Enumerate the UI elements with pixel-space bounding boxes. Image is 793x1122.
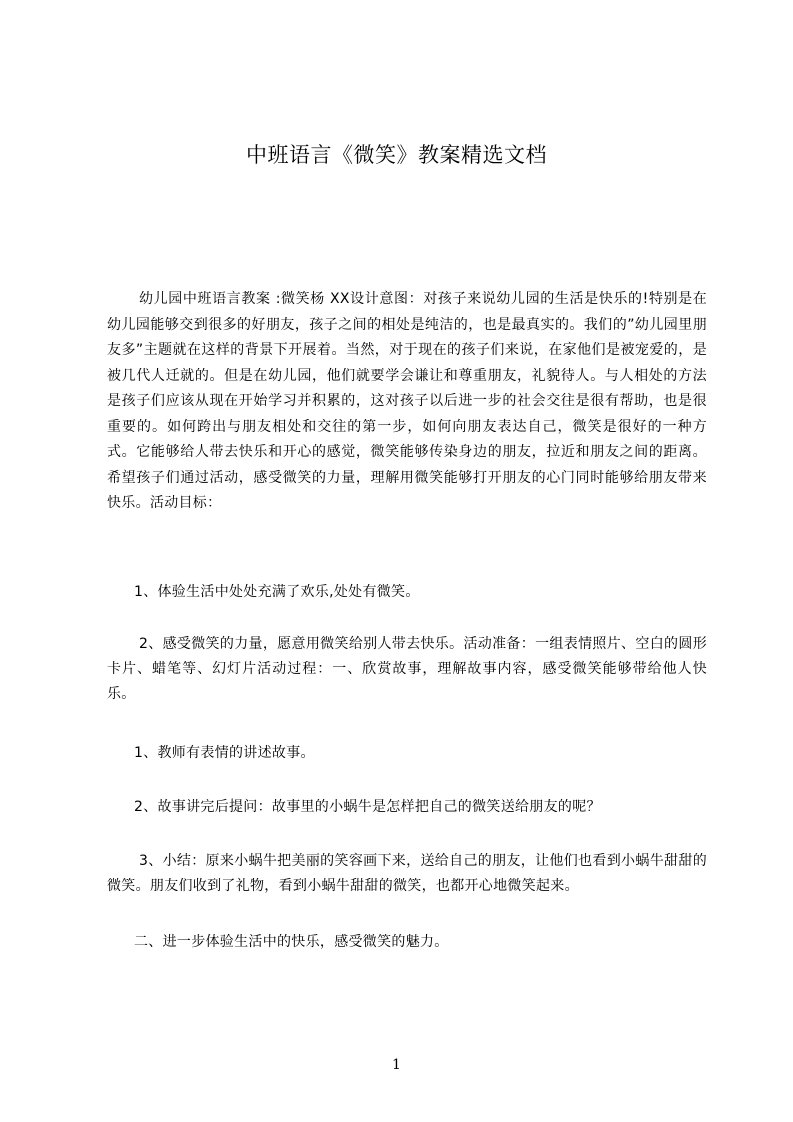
document-title: 中班语言《微笑》教案精选文档 (246, 143, 547, 167)
page-number: 1 (392, 1057, 401, 1073)
goal-2-paragraph: 2、感受微笑的力量，愿意用微笑给别人带去快乐。活动准备：一组表情照片、空白的圆形卡片、蜡笔等、幻灯片活动过程：一、欣赏故事，理解故事内容，感受微笑能够带给他人快乐。 (107, 636, 707, 702)
step-1-paragraph: 1、教师有表情的讲述故事。 (134, 745, 315, 761)
step-2-paragraph: 2、故事讲完后提问：故事里的小蜗牛是怎样把自己的微笑送给朋友的呢？ (134, 799, 601, 815)
step-3-paragraph: 3、小结：原来小蜗牛把美丽的笑容画下来，送给自己的朋友，让他们也看到小蜗牛甜甜的微笑。朋友们收到了礼物，看到小蜗牛甜甜的微笑，也都开心地微笑起来。 (107, 853, 707, 894)
part-2-paragraph: 二、进一步体验生活中的快乐，感受微笑的魅力。 (134, 934, 449, 950)
intro-paragraph: 幼儿园中班语言教案 :微笑杨 XX设计意图：对孩子来说幼儿园的生活是快乐的!特别是在幼儿园能够交到很多的好朋友，孩子之间的相处是纯洁的，也是最真实的。我们的”幼儿园里朋友多”主题就在这样的背景下开展着。当然，对于现在的孩子们来说，在家他们是被宠爱的，是被几代人迁就的。但是在幼儿园，他们就要学会谦让和尊重朋友，礼貌待人。与人相处的方法是孩子们应该从现在开始学习并积累的，这对孩子以后进一步的社会交往是很有帮助，也是很重要的。如何跨出与朋友相处和交往的第一步，如何向朋友表达自己，微笑是很好的一种方式。它能够给人带去快乐和开心的感觉，微笑能够传染身边的朋友，拉近和朋友之间的距离。希望孩子们通过活动，感受微笑的力量，理解用微笑能够打开朋友的心门同时能够给朋友带来快乐。活动目标： (107, 291, 707, 511)
goal-1-paragraph: 1、体验生活中处处充满了欢乐,处处有微笑。 (134, 584, 420, 600)
